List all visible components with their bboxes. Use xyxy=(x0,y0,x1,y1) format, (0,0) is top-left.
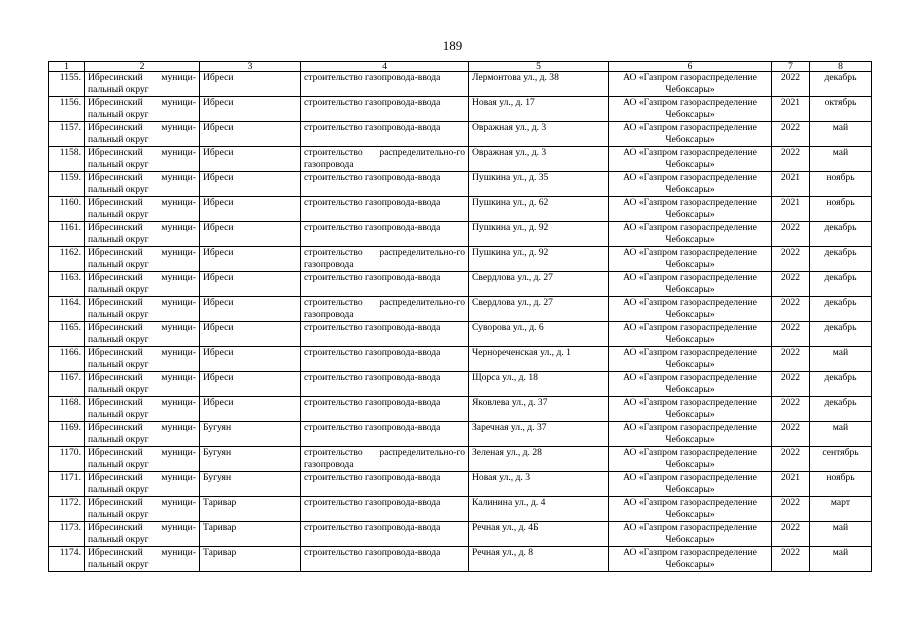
table-row xyxy=(49,472,872,497)
settlement-cell: Ибреси xyxy=(200,247,301,272)
organization-cell: АО «Газпром газораспределение Чебоксары» xyxy=(609,422,772,447)
district-cell: Ибресинский муници-пальный округ xyxy=(85,547,200,572)
work-type-cell: строительство газопровода-ввода xyxy=(301,497,469,522)
organization-cell: АО «Газпром газораспределение Чебоксары» xyxy=(609,497,772,522)
settlement-cell: Ибреси xyxy=(200,197,301,222)
work-type-cell: строительство газопровода-ввода xyxy=(301,72,469,97)
address-cell: Зеленая ул., д. 28 xyxy=(469,447,609,472)
district-cell: Ибресинский муници-пальный округ xyxy=(85,347,200,372)
table-row xyxy=(49,97,872,122)
district-cell: Ибресинский муници-пальный округ xyxy=(85,422,200,447)
settlement-cell: Ибреси xyxy=(200,72,301,97)
table-row xyxy=(49,372,872,397)
district-cell: Ибресинский муници-пальный округ xyxy=(85,72,200,97)
table-row xyxy=(49,222,872,247)
row-number: 1157. xyxy=(49,122,85,147)
address-cell: Суворова ул., д. 6 xyxy=(469,322,609,347)
column-header: 7 xyxy=(772,62,810,72)
year-cell: 2022 xyxy=(772,247,810,272)
district-cell: Ибресинский муници-пальный округ xyxy=(85,147,200,172)
year-cell: 2022 xyxy=(772,522,810,547)
district-cell: Ибресинский муници-пальный округ xyxy=(85,322,200,347)
column-header: 2 xyxy=(85,62,200,72)
month-cell: май xyxy=(810,547,872,572)
organization-cell: АО «Газпром газораспределение Чебоксары» xyxy=(609,147,772,172)
table-row xyxy=(49,147,872,172)
organization-cell: АО «Газпром газораспределение Чебоксары» xyxy=(609,472,772,497)
table-row xyxy=(49,497,872,522)
column-header: 3 xyxy=(200,62,301,72)
page-number: 189 xyxy=(442,38,463,53)
month-cell: декабрь xyxy=(810,322,872,347)
row-number: 1155. xyxy=(49,72,85,97)
month-cell: май xyxy=(810,422,872,447)
work-type-cell: строительство газопровода-ввода xyxy=(301,272,469,297)
address-cell: Пушкина ул., д. 92 xyxy=(469,222,609,247)
table-row xyxy=(49,547,872,572)
year-cell: 2022 xyxy=(772,422,810,447)
settlement-cell: Ибреси xyxy=(200,172,301,197)
settlement-cell: Ибреси xyxy=(200,322,301,347)
address-cell: Чернореченская ул., д. 1 xyxy=(469,347,609,372)
row-number: 1158. xyxy=(49,147,85,172)
table-row xyxy=(49,347,872,372)
year-cell: 2022 xyxy=(772,222,810,247)
table-row xyxy=(49,322,872,347)
organization-cell: АО «Газпром газораспределение Чебоксары» xyxy=(609,247,772,272)
district-cell: Ибресинский муници-пальный округ xyxy=(85,447,200,472)
year-cell: 2021 xyxy=(772,97,810,122)
row-number: 1159. xyxy=(49,172,85,197)
month-cell: октябрь xyxy=(810,97,872,122)
row-number: 1173. xyxy=(49,522,85,547)
district-cell: Ибресинский муници-пальный округ xyxy=(85,97,200,122)
month-cell: ноябрь xyxy=(810,197,872,222)
address-cell: Овражная ул., д. 3 xyxy=(469,147,609,172)
organization-cell: АО «Газпром газораспределение Чебоксары» xyxy=(609,297,772,322)
year-cell: 2022 xyxy=(772,497,810,522)
address-cell: Овражная ул., д. 3 xyxy=(469,122,609,147)
work-type-cell: строительство газопровода-ввода xyxy=(301,547,469,572)
table-row xyxy=(49,247,872,272)
year-cell: 2022 xyxy=(772,122,810,147)
district-cell: Ибресинский муници-пальный округ xyxy=(85,172,200,197)
table-row xyxy=(49,422,872,447)
month-cell: ноябрь xyxy=(810,472,872,497)
row-number: 1169. xyxy=(49,422,85,447)
year-cell: 2022 xyxy=(772,72,810,97)
organization-cell: АО «Газпром газораспределение Чебоксары» xyxy=(609,547,772,572)
table-row xyxy=(49,397,872,422)
table-body xyxy=(49,62,872,572)
address-cell: Калинина ул., д. 4 xyxy=(469,497,609,522)
table-row xyxy=(49,72,872,97)
year-cell: 2022 xyxy=(772,347,810,372)
organization-cell: АО «Газпром газораспределение Чебоксары» xyxy=(609,97,772,122)
work-type-cell: строительство газопровода-ввода xyxy=(301,197,469,222)
work-type-cell: строительство газопровода-ввода xyxy=(301,172,469,197)
organization-cell: АО «Газпром газораспределение Чебоксары» xyxy=(609,222,772,247)
year-cell: 2022 xyxy=(772,272,810,297)
column-header: 1 xyxy=(49,62,85,72)
work-type-cell: строительство газопровода-ввода xyxy=(301,322,469,347)
month-cell: декабрь xyxy=(810,397,872,422)
month-cell: май xyxy=(810,122,872,147)
settlement-cell: Ибреси xyxy=(200,97,301,122)
year-cell: 2021 xyxy=(772,172,810,197)
settlement-cell: Бугуян xyxy=(200,422,301,447)
work-type-cell: строительство газопровода-ввода xyxy=(301,347,469,372)
year-cell: 2022 xyxy=(772,322,810,347)
organization-cell: АО «Газпром газораспределение Чебоксары» xyxy=(609,522,772,547)
work-type-cell: строительство газопровода-ввода xyxy=(301,122,469,147)
address-cell: Новая ул., д. 17 xyxy=(469,97,609,122)
work-type-cell: строительство распределительно-го газопровода xyxy=(301,297,469,322)
table-row xyxy=(49,172,872,197)
district-cell: Ибресинский муници-пальный округ xyxy=(85,522,200,547)
organization-cell: АО «Газпром газораспределение Чебоксары» xyxy=(609,272,772,297)
address-cell: Щорса ул., д. 18 xyxy=(469,372,609,397)
column-header: 5 xyxy=(469,62,609,72)
settlement-cell: Бугуян xyxy=(200,447,301,472)
district-cell: Ибресинский муници-пальный округ xyxy=(85,247,200,272)
settlement-cell: Ибреси xyxy=(200,222,301,247)
row-number: 1163. xyxy=(49,272,85,297)
work-type-cell: строительство распределительно-го газопровода xyxy=(301,247,469,272)
row-number: 1172. xyxy=(49,497,85,522)
row-number: 1160. xyxy=(49,197,85,222)
settlement-cell: Таривар xyxy=(200,522,301,547)
month-cell: декабрь xyxy=(810,247,872,272)
year-cell: 2022 xyxy=(772,297,810,322)
month-cell: декабрь xyxy=(810,272,872,297)
year-cell: 2022 xyxy=(772,547,810,572)
address-cell: Пушкина ул., д. 92 xyxy=(469,247,609,272)
district-cell: Ибресинский муници-пальный округ xyxy=(85,197,200,222)
year-cell: 2022 xyxy=(772,372,810,397)
row-number: 1165. xyxy=(49,322,85,347)
month-cell: сентябрь xyxy=(810,447,872,472)
month-cell: март xyxy=(810,497,872,522)
work-type-cell: строительство распределительно-го газопровода xyxy=(301,147,469,172)
row-number: 1167. xyxy=(49,372,85,397)
district-cell: Ибресинский муници-пальный округ xyxy=(85,222,200,247)
district-cell: Ибресинский муници-пальный округ xyxy=(85,397,200,422)
organization-cell: АО «Газпром газораспределение Чебоксары» xyxy=(609,447,772,472)
settlement-cell: Таривар xyxy=(200,547,301,572)
work-type-cell: строительство распределительно-го газопровода xyxy=(301,447,469,472)
table-row xyxy=(49,297,872,322)
year-cell: 2022 xyxy=(772,397,810,422)
table-row xyxy=(49,447,872,472)
work-type-cell: строительство газопровода-ввода xyxy=(301,472,469,497)
address-cell: Пушкина ул., д. 62 xyxy=(469,197,609,222)
address-cell: Лермонтова ул., д. 38 xyxy=(469,72,609,97)
district-cell: Ибресинский муници-пальный округ xyxy=(85,372,200,397)
row-number: 1166. xyxy=(49,347,85,372)
month-cell: май xyxy=(810,347,872,372)
settlement-cell: Ибреси xyxy=(200,372,301,397)
row-number: 1162. xyxy=(49,247,85,272)
work-type-cell: строительство газопровода-ввода xyxy=(301,222,469,247)
organization-cell: АО «Газпром газораспределение Чебоксары» xyxy=(609,72,772,97)
settlement-cell: Ибреси xyxy=(200,272,301,297)
month-cell: май xyxy=(810,147,872,172)
settlement-cell: Ибреси xyxy=(200,297,301,322)
column-header: 4 xyxy=(301,62,469,72)
address-cell: Новая ул., д. 3 xyxy=(469,472,609,497)
settlement-cell: Ибреси xyxy=(200,397,301,422)
row-number: 1156. xyxy=(49,97,85,122)
work-type-cell: строительство газопровода-ввода xyxy=(301,397,469,422)
column-number-row xyxy=(49,62,872,72)
table-row xyxy=(49,197,872,222)
address-cell: Свердлова ул., д. 27 xyxy=(469,272,609,297)
month-cell: декабрь xyxy=(810,297,872,322)
address-cell: Заречная ул., д. 37 xyxy=(469,422,609,447)
row-number: 1170. xyxy=(49,447,85,472)
settlement-cell: Ибреси xyxy=(200,347,301,372)
month-cell: декабрь xyxy=(810,372,872,397)
district-cell: Ибресинский муници-пальный округ xyxy=(85,497,200,522)
settlement-cell: Ибреси xyxy=(200,122,301,147)
table-row xyxy=(49,272,872,297)
address-cell: Речная ул., д. 4Б xyxy=(469,522,609,547)
work-type-cell: строительство газопровода-ввода xyxy=(301,422,469,447)
row-number: 1171. xyxy=(49,472,85,497)
settlement-cell: Бугуян xyxy=(200,472,301,497)
settlement-cell: Таривар xyxy=(200,497,301,522)
organization-cell: АО «Газпром газораспределение Чебоксары» xyxy=(609,322,772,347)
settlement-cell: Ибреси xyxy=(200,147,301,172)
row-number: 1168. xyxy=(49,397,85,422)
month-cell: ноябрь xyxy=(810,172,872,197)
column-header: 6 xyxy=(609,62,772,72)
organization-cell: АО «Газпром газораспределение Чебоксары» xyxy=(609,347,772,372)
month-cell: декабрь xyxy=(810,72,872,97)
address-cell: Свердлова ул., д. 27 xyxy=(469,297,609,322)
address-cell: Пушкина ул., д. 35 xyxy=(469,172,609,197)
organization-cell: АО «Газпром газораспределение Чебоксары» xyxy=(609,397,772,422)
year-cell: 2022 xyxy=(772,447,810,472)
row-number: 1174. xyxy=(49,547,85,572)
work-type-cell: строительство газопровода-ввода xyxy=(301,372,469,397)
row-number: 1164. xyxy=(49,297,85,322)
organization-cell: АО «Газпром газораспределение Чебоксары» xyxy=(609,172,772,197)
month-cell: май xyxy=(810,522,872,547)
district-cell: Ибресинский муници-пальный округ xyxy=(85,472,200,497)
work-type-cell: строительство газопровода-ввода xyxy=(301,522,469,547)
column-header: 8 xyxy=(810,62,872,72)
gas-works-table xyxy=(48,61,872,572)
organization-cell: АО «Газпром газораспределение Чебоксары» xyxy=(609,197,772,222)
row-number: 1161. xyxy=(49,222,85,247)
organization-cell: АО «Газпром газораспределение Чебоксары» xyxy=(609,372,772,397)
district-cell: Ибресинский муници-пальный округ xyxy=(85,297,200,322)
table-row xyxy=(49,122,872,147)
address-cell: Яковлева ул., д. 37 xyxy=(469,397,609,422)
district-cell: Ибресинский муници-пальный округ xyxy=(85,272,200,297)
month-cell: декабрь xyxy=(810,222,872,247)
district-cell: Ибресинский муници-пальный округ xyxy=(85,122,200,147)
table-row xyxy=(49,522,872,547)
work-type-cell: строительство газопровода-ввода xyxy=(301,97,469,122)
year-cell: 2021 xyxy=(772,197,810,222)
year-cell: 2021 xyxy=(772,472,810,497)
year-cell: 2022 xyxy=(772,147,810,172)
organization-cell: АО «Газпром газораспределение Чебоксары» xyxy=(609,122,772,147)
address-cell: Речная ул., д. 8 xyxy=(469,547,609,572)
